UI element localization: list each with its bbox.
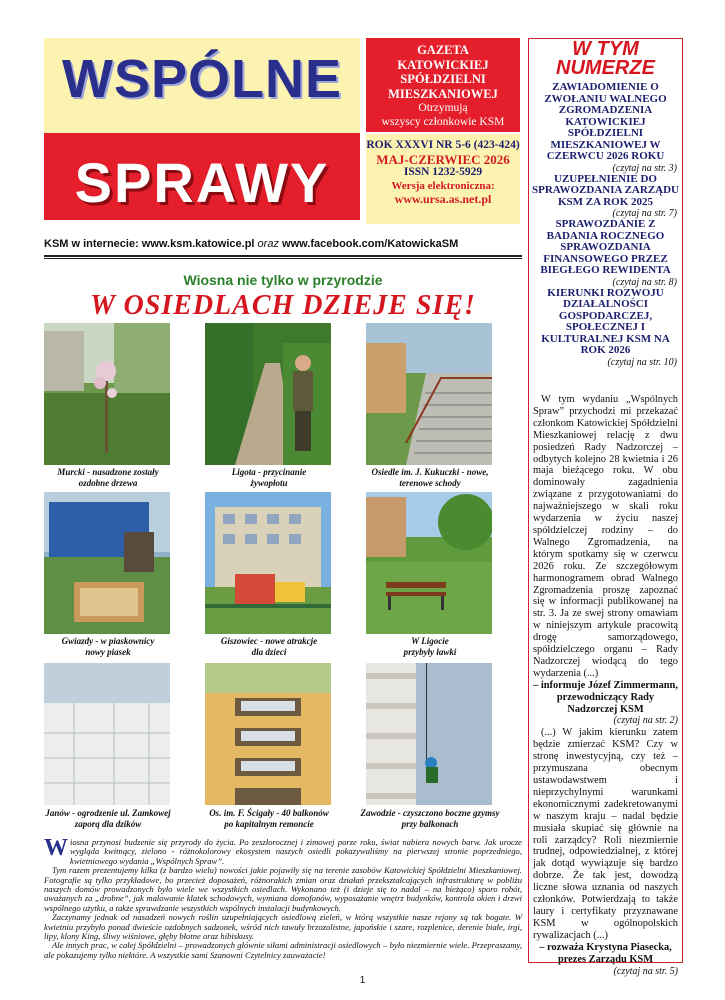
photo-fence bbox=[44, 663, 170, 805]
photo-playground bbox=[205, 492, 331, 634]
issue-date: MAJ-CZERWIEC 2026 bbox=[376, 151, 510, 167]
article-paragraph: iosna przynosi budzenie się przyrody do życia. Po zeszłorocznej i zimowej porze roku, świat nabiera nowych barw. Jak urocze wygląda kwitnący, zielono - różnokolorowy ekosystem naszych osiedli pokazywaliśmy na pierwszej stronie poprzedniego, kwietniowego wydania „Wspólnych Spraw”. bbox=[70, 837, 522, 866]
toc-item[interactable] bbox=[532, 174, 679, 220]
photo-caption: W Ligocie przybyły ławki bbox=[403, 636, 457, 657]
page-number: 1 bbox=[359, 975, 366, 986]
photo-caption: Zawodzie - czyszczono boczne gzymsy przy balkonach bbox=[360, 808, 500, 829]
divider bbox=[44, 258, 522, 259]
sidebar-ref: (czytaj na str. 2) bbox=[613, 715, 678, 727]
drop-cap: W bbox=[44, 835, 68, 861]
article-headline: W OSIEDLACH DZIEJE SIĘ! bbox=[90, 290, 476, 321]
toc-ref: (czytaj na str. 7) bbox=[612, 208, 677, 219]
toc-ref: (czytaj na str. 10) bbox=[607, 356, 677, 368]
version-url[interactable]: www.ursa.as.net.pl bbox=[394, 192, 492, 206]
toc-title: SPRAWOZDANIE Z BADANIA ROCZNEGO SPRAWOZDANIA FINANSOWEGO PRZEZ BIEGŁEGO REWIDENTA bbox=[540, 218, 671, 276]
sidebar-heading: W TYM NUMERZE bbox=[556, 38, 655, 79]
photo-benches bbox=[366, 492, 492, 634]
web-or: oraz bbox=[257, 238, 279, 250]
toc-ref: (czytaj na str. 8) bbox=[612, 276, 677, 288]
sidebar-signature: – informuje Józef Zimmermann, przewodniczący Rady Nadzorczej KSM bbox=[533, 679, 678, 715]
toc-title: ZAWIADOMIENIE O ZWOŁANIU WALNEGO ZGROMADZENIA KATOWICKIEJ SPÓŁDZIELNI MIESZKANIOWEJ W CZERWCU 2026 ROKU bbox=[544, 81, 667, 162]
toc-title: UZUPEŁNIENIE DO SPRAWOZDANIA ZARZĄDU KSM ZA ROK 2025 bbox=[532, 172, 679, 208]
article-paragraph: Tym razem prezentujemy kilka (z bardzo wielu) nowości jakie pojawiły się na terenie zasobów Katowickiej Spółdzielni Mieszkaniowej. Fotografie są tylko przykładowe, bo przecież doposażeń, różnorakich zmian oraz działań przekształcających infrastrukturę w pobliżu naszych domów prowadzonych było wiele we wszystkich osiedlach. Wykonano też (i dzieje się to nadal – na bieżąco) sporo robót, uważanych za „drobne”, jak malowanie klatek schodowych, wymiana domofonów, wyposażanie wnętrz budynków, kontrola okien i drzwi wspólnego użytku, a także sprawdzanie wszystkich wspólnych instalacji budynkowych. bbox=[44, 865, 522, 913]
web-links-line bbox=[44, 238, 522, 250]
photo-caption: Giszowiec - nowe atrakcje dla dzieci bbox=[220, 636, 318, 657]
receive-line: Otrzymują bbox=[418, 102, 468, 114]
receive-line: wszyscy członkowie KSM bbox=[381, 116, 505, 128]
toc-ref: (czytaj na str. 3) bbox=[612, 162, 677, 174]
website-link[interactable]: KSM w internecie: www.ksm.katowice.pl bbox=[44, 238, 255, 250]
photo-terrain-stairs bbox=[366, 323, 492, 465]
photo-caption: Os. im. F. Ścigały - 40 balkonów po kapitalnym remoncie bbox=[209, 808, 329, 829]
article-body bbox=[44, 835, 522, 960]
photo-sandbox bbox=[44, 492, 170, 634]
gazette-line: GAZETA bbox=[417, 43, 469, 57]
photo-hedge-trimming bbox=[205, 323, 331, 465]
sidebar-paragraph: (...) W jakim kierunku zatem będzie zmierzać KSM? Czy w stronę inwestycyjną, czy też – przymuszana obecnym ustawodawstwem i nieprzychylnymi warunkami ekonomicznymi zadekretowanymi w naszym kraju – nadal będzie musiała skupiać się głównie na roli zarządcy? Roli niezmiernie trudnej, odpowiedzialnej, z której jak dotąd wywiązuje się bardzo dobrze. Że tak jest, dowodzą liczne słowa uznania od naszych członków. Potwierdzają to także laury i certyfikaty przyznawane KSM w ogólnopolskich rywalizacjach (...) bbox=[533, 727, 678, 941]
sidebar-signature: – rozważa Krystyna Piasecka, prezes Zarządu KSM bbox=[539, 941, 672, 965]
toc-title: KIERUNKI ROZWOJU DZIAŁALNOŚCI GOSPODARCZEJ, SPOŁECZNEJ I KULTURALNEJ KSM NA ROK 2026 bbox=[541, 286, 670, 356]
masthead-title-top: WSPÓLNE bbox=[61, 49, 342, 109]
article-kicker: Wiosna nie tylko w przyrodzie bbox=[183, 272, 383, 288]
photo-caption: Osiedle im. J. Kukuczki - nowe, terenowe schody bbox=[371, 467, 489, 488]
divider bbox=[44, 255, 522, 257]
issue-number: ROK XXXVI NR 5-6 (423-424) bbox=[366, 139, 520, 151]
masthead-title-bottom: SPRAWY bbox=[74, 151, 330, 214]
sidebar-ref: (czytaj na str. 5) bbox=[613, 965, 678, 977]
issn: ISSN 1232-5929 bbox=[403, 166, 483, 178]
photo-caption: Gwiazdy - w piaskownicy nowy piasek bbox=[61, 636, 155, 657]
toc-item[interactable] bbox=[532, 82, 679, 174]
gazette-info-box bbox=[366, 38, 520, 132]
toc-item[interactable] bbox=[532, 288, 679, 368]
gazette-line: KATOWICKIEJ bbox=[397, 57, 489, 72]
article-paragraph: Ale innych prac, w całej Spółdzielni – prowadzonych głównie siłami administracji osiedlowych – było niezmiernie wiele. Przepraszamy, ale pokazujemy tylko niektóre. A wszystkie sami Szanowni Czytelnicy zauważacie! bbox=[44, 940, 522, 960]
version-label: Wersja elektroniczna: bbox=[391, 179, 495, 192]
photo-tree-planting bbox=[44, 323, 170, 465]
table-of-contents bbox=[532, 82, 679, 368]
gazette-line: SPÓŁDZIELNI bbox=[400, 72, 486, 86]
photo-cornice-cleaning bbox=[366, 663, 492, 805]
photo-caption: Murcki - nasadzone zostały ozdobne drzewa bbox=[57, 467, 159, 488]
photo-caption: Ligota - przycinanie żywopłotu bbox=[231, 467, 307, 488]
issue-info-box bbox=[366, 134, 520, 224]
toc-item[interactable] bbox=[532, 219, 679, 288]
photo-balconies bbox=[205, 663, 331, 805]
article-paragraph: Zaczynamy jednak od nasadzeń nowych roślin uzupełniających osiedlową zieleń, w którą wszystkie nasze rejony są tak bogate. W kwietniu przybyło ponad dwieście ozdobnych sadzonek, wśród nich tawuły brzozolistne, japońskie i szare, rozplenice, derenie białe, irgi, lipy, klony King, śliwy wiśniowe, głęby błotne oraz hibiskusy. bbox=[44, 912, 522, 942]
sidebar-text bbox=[533, 394, 678, 977]
facebook-link[interactable]: www.facebook.com/KatowickaSM bbox=[282, 238, 459, 250]
gazette-line: MIESZKANIOWEJ bbox=[388, 86, 498, 101]
photo-caption: Janów - ogrodzenie ul. Zamkowej zaporą dla dzików bbox=[45, 808, 171, 829]
sidebar-paragraph: W tym wydaniu „Wspólnych Spraw” przychodzi mi przekazać członkom Katowickiej Spółdzielni Mieszkaniowej relację z dwu posiedzeń Rady Nadzorczej – odbytych kolejno 28 kwietnia i 26 maja bieżącego roku. W obu dominowały zagadnienia związane z przygotowaniami do najważniejszego w skali roku wydarzenia w życiu naszej spółdzielczej rodziny – do Walnego Zgromadzenia, na którym spotkamy się w czerwcu 2026 roku. Ze szczegółowym harmonogramem obrad Walnego Zgromadzenia proszę zapoznać się w informacji publikowanej na str. 3. Ja ze swej strony omawiam w niniejszym artykule pracowitą drogę samorządowego, spółdzielczego organu – Rady Nadzorczej wiodącą do tego wydarzenia (...) bbox=[533, 394, 678, 679]
